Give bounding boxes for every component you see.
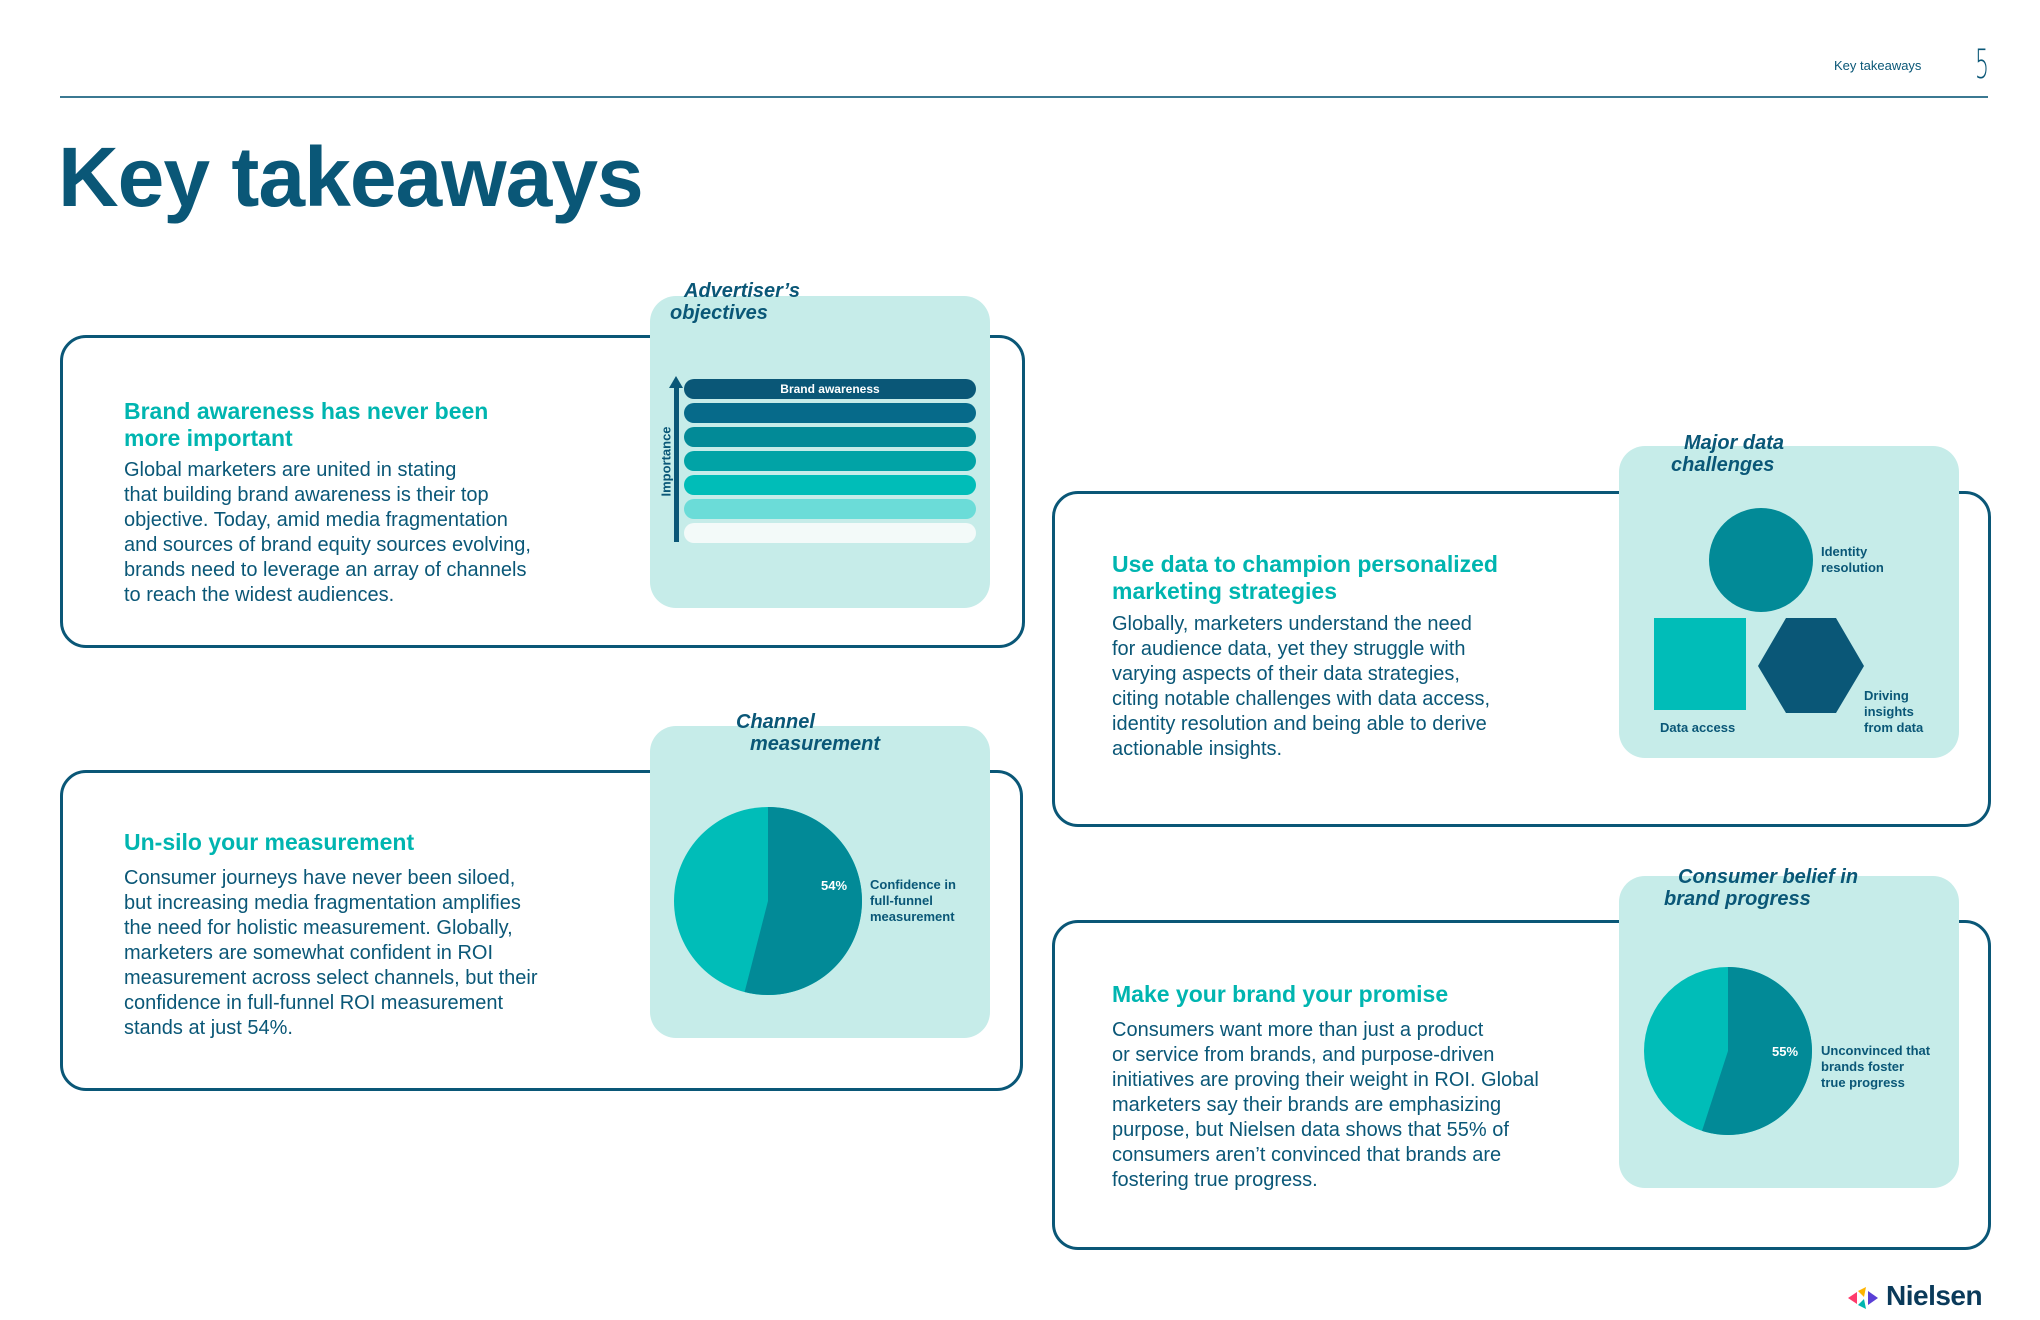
card-promise-body (1112, 1018, 1539, 1193)
legend-line: brands foster (1821, 1059, 1905, 1074)
body-line: initiatives are proving their weight in ROI. Global (1112, 1069, 1539, 1091)
label-line: brand progress (1664, 888, 1811, 910)
body-line: Global marketers are united in stating (124, 459, 457, 481)
card-data-body (1112, 612, 1490, 762)
objective-bar (684, 451, 976, 471)
measurement-pie-legend (870, 877, 956, 925)
title-line: more important (124, 425, 293, 451)
measurement-panel-label (736, 711, 880, 755)
body-line: identity resolution and being able to derive (1112, 713, 1487, 735)
legend-line: measurement (870, 909, 955, 924)
importance-axis (674, 386, 679, 542)
body-line: consumers aren’t convinced that brands are (1112, 1144, 1502, 1166)
label-line: Channel (736, 711, 815, 733)
measurement-pie-percent: 54% (821, 878, 848, 893)
card-data-title (1112, 551, 1498, 605)
brand-progress-panel-label (1664, 866, 1858, 910)
objectives-panel-label (670, 280, 800, 324)
objective-bar (684, 523, 976, 543)
body-line: citing notable challenges with data access, (1112, 688, 1491, 710)
nielsen-logo-text: Nielsen (1886, 1280, 1983, 1311)
label-line: Identity (1821, 544, 1868, 559)
driving-insights-hexagon (1758, 618, 1864, 713)
header-section-label: Key takeaways (1834, 58, 1922, 73)
body-line: confidence in full-funnel ROI measurement (124, 992, 504, 1014)
page-number: 5 (1975, 42, 1989, 88)
label-line: challenges (1671, 454, 1775, 476)
legend-line: Unconvinced that (1821, 1043, 1931, 1058)
body-line: or service from brands, and purpose-driven (1112, 1044, 1495, 1066)
objective-bar (684, 475, 976, 495)
driving-insights-label (1864, 688, 1923, 736)
label-line: Advertiser’s (684, 280, 800, 302)
body-line: varying aspects of their data strategies, (1112, 663, 1460, 685)
objective-bar-brand-awareness (684, 379, 976, 399)
body-line: purpose, but Nielsen data shows that 55% of (1112, 1119, 1509, 1141)
label-line: insights (1864, 704, 1914, 719)
measurement-pie (673, 806, 863, 996)
body-line: that building brand awareness is their top (124, 484, 489, 506)
objective-bar-label: Brand awareness (780, 382, 880, 396)
objective-bar (684, 499, 976, 519)
card-promise-title: Make your brand your promise (1112, 981, 1449, 1007)
label-line: Driving (1864, 688, 1909, 703)
importance-axis-label: Importance (658, 426, 674, 497)
title-line: Brand awareness has never been (124, 398, 489, 424)
label-line: resolution (1821, 560, 1884, 575)
legend-line: Confidence in (870, 877, 956, 892)
body-line: objective. Today, amid media fragmentation (124, 509, 508, 531)
card-brand-awareness-body (124, 458, 531, 608)
data-challenges-panel-label (1671, 432, 1784, 476)
objective-bar (684, 403, 976, 423)
body-line: actionable insights. (1112, 738, 1283, 760)
body-line: but increasing media fragmentation amplifies (124, 892, 521, 914)
body-line: and sources of brand equity sources evolving, (124, 534, 531, 556)
body-line: stands at just 54%. (124, 1017, 293, 1039)
card-measurement-body (124, 866, 538, 1041)
nielsen-logo-icon (1846, 1286, 1884, 1310)
card-brand-awareness-title (124, 398, 488, 452)
data-access-square (1654, 618, 1746, 710)
header-divider (60, 96, 1988, 98)
identity-resolution-label (1821, 544, 1884, 576)
card-measurement-title: Un-silo your measurement (124, 829, 415, 855)
page-title: Key takeaways (58, 130, 643, 224)
body-line: marketers say their brands are emphasizing (1112, 1094, 1502, 1116)
identity-resolution-circle (1709, 508, 1813, 612)
body-line: Consumer journeys have never been siloed, (124, 867, 516, 889)
title-line: marketing strategies (1112, 578, 1337, 604)
body-line: measurement across select channels, but their (124, 967, 538, 989)
legend-line: full-funnel (870, 893, 933, 908)
label-line: measurement (750, 733, 881, 755)
body-line: to reach the widest audiences. (124, 584, 395, 606)
body-line: the need for holistic measurement. Globally, (124, 917, 513, 939)
data-challenges-shapes (1640, 500, 1880, 715)
data-access-label: Data access (1660, 720, 1736, 735)
label-line: objectives (670, 302, 768, 324)
label-line: Major data (1684, 432, 1785, 454)
brand-progress-pie-percent: 55% (1772, 1044, 1799, 1059)
importance-axis-arrow-icon (669, 376, 683, 388)
body-line: for audience data, yet they struggle with (1112, 638, 1466, 660)
objective-bar (684, 427, 976, 447)
body-line: marketers are somewhat confident in ROI (124, 942, 494, 964)
label-line: Consumer belief in (1678, 866, 1859, 888)
body-line: Globally, marketers understand the need (1112, 613, 1472, 635)
body-line: fostering true progress. (1112, 1169, 1318, 1191)
body-line: brands need to leverage an array of channels (124, 559, 527, 581)
legend-line: true progress (1821, 1075, 1905, 1090)
label-line: from data (1864, 720, 1924, 735)
brand-progress-pie-legend (1821, 1043, 1930, 1091)
body-line: Consumers want more than just a product (1112, 1019, 1484, 1041)
title-line: Use data to champion personalized (1112, 551, 1498, 577)
